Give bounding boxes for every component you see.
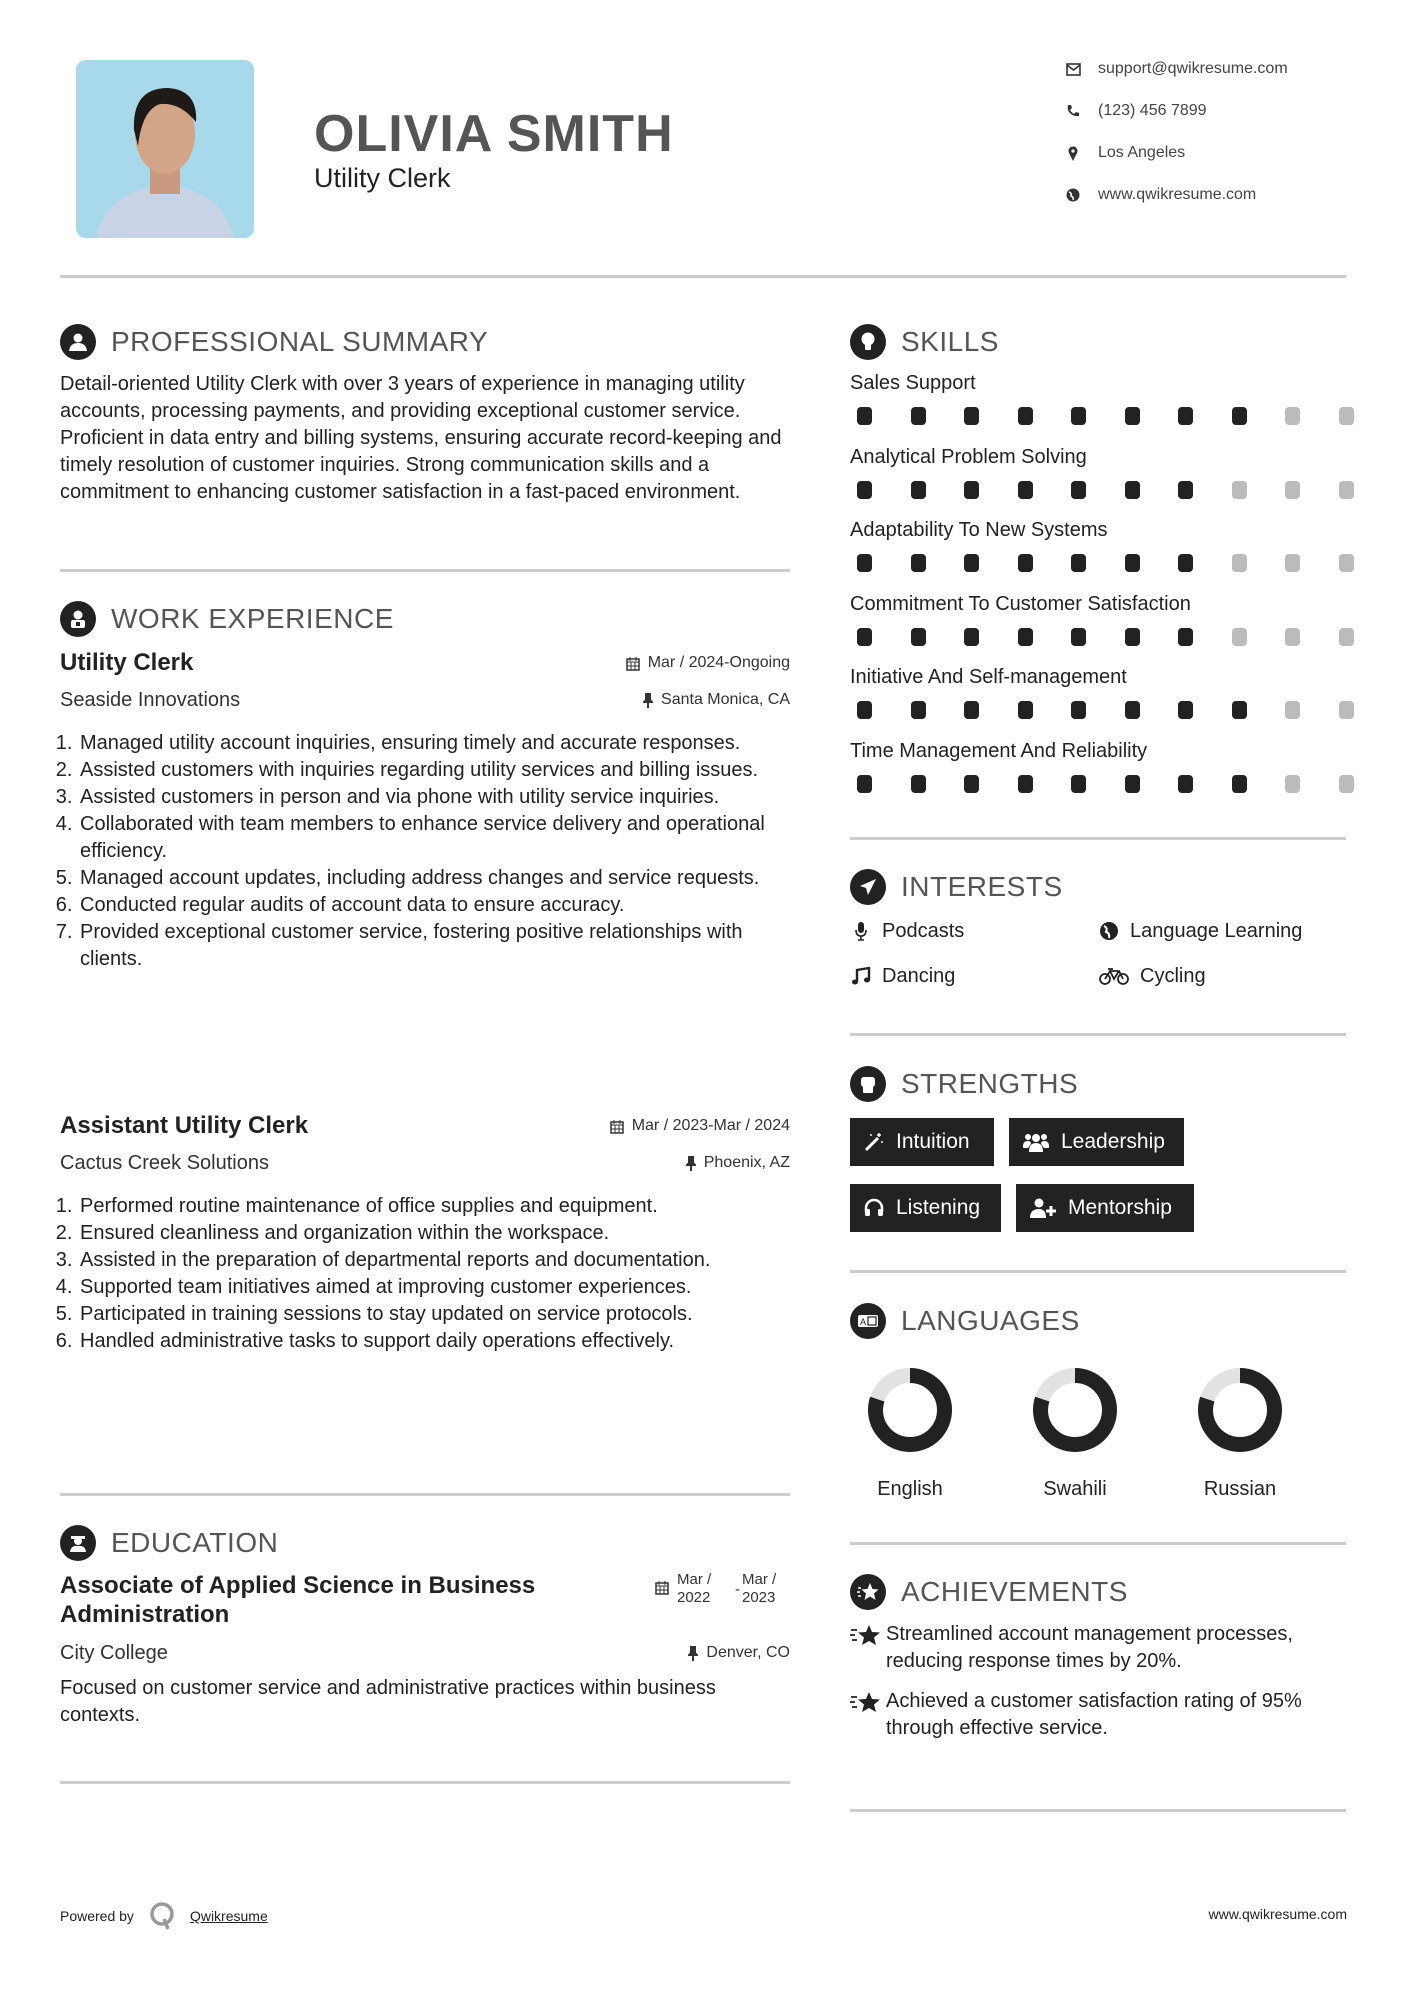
skill-dot-filled [1178, 407, 1193, 425]
star-icon [850, 1688, 886, 1742]
interest-item [850, 961, 955, 991]
duty-item: 4. Collaborated with team members to enhance service delivery and operational efficiency. [78, 811, 790, 865]
profile-photo [76, 60, 254, 238]
briefcase-user-icon [60, 601, 96, 637]
job-date-text: Mar / 2023-Mar / 2024 [631, 1117, 790, 1134]
map-marker-icon [1064, 144, 1082, 162]
interest-item [1098, 961, 1206, 991]
section-divider [850, 1033, 1346, 1036]
skill-dot-filled [1071, 628, 1086, 646]
interest-label: Cycling [1140, 964, 1206, 987]
music-note-icon [850, 966, 872, 986]
skill-dot-filled [911, 407, 926, 425]
skill-dot-empty [1285, 701, 1300, 719]
skill-name: Initiative And Self-management [850, 666, 1127, 688]
skill-dot-empty [1285, 628, 1300, 646]
achievement-item [850, 1688, 1346, 1742]
skill-dot-filled [1071, 481, 1086, 499]
paper-plane-icon [850, 869, 886, 905]
contact-website[interactable] [1064, 183, 1256, 207]
interest-label: Language Learning [1130, 919, 1303, 942]
skill-dot-filled [857, 481, 872, 499]
job-location-text: Santa Monica, CA [661, 691, 790, 708]
skill-dot-filled [1232, 701, 1247, 719]
skill-dot-empty [1232, 481, 1247, 499]
skill-dot-empty [1339, 554, 1354, 572]
skill-item [850, 591, 1346, 646]
globe-icon [1098, 921, 1120, 941]
skill-dot-empty [1339, 407, 1354, 425]
skill-dot-empty [1232, 628, 1247, 646]
skill-dot-empty [1339, 701, 1354, 719]
job-location-text: Phoenix, AZ [703, 1154, 790, 1171]
bicycle-icon [1098, 967, 1130, 985]
job-date [626, 654, 790, 672]
interests-heading [850, 869, 1063, 905]
achievements-heading [850, 1574, 1128, 1610]
skill-dot-filled [857, 775, 872, 793]
graduate-icon [60, 1525, 96, 1561]
language-name: Swahili [1043, 1478, 1107, 1500]
language-item [1015, 1368, 1135, 1501]
duty-item: 2. Assisted customers with inquiries regarding utility services and billing issues. [78, 757, 790, 784]
skill-dot-filled [1071, 407, 1086, 425]
duty-item: 3. Assisted customers in person and via phone with utility service inquiries. [78, 784, 790, 811]
skill-dot-filled [911, 628, 926, 646]
skill-dot-filled [1018, 701, 1033, 719]
contact-phone-text: (123) 456 7899 [1098, 102, 1207, 119]
languages-heading [850, 1303, 1080, 1339]
skill-dot-filled [964, 554, 979, 572]
lightbulb-icon [850, 324, 886, 360]
skill-dot-filled [964, 407, 979, 425]
interest-label: Podcasts [882, 919, 965, 942]
language-item [850, 1368, 970, 1501]
achievements-list [850, 1621, 1346, 1742]
calendar-icon [626, 656, 640, 671]
skill-dot-filled [964, 628, 979, 646]
company-name: Cactus Creek Solutions [60, 1152, 269, 1174]
skill-dot-empty [1339, 481, 1354, 499]
skill-dot-filled [1232, 775, 1247, 793]
users-icon [1023, 1132, 1049, 1152]
job-date [610, 1117, 790, 1135]
contact-phone [1064, 99, 1207, 123]
skill-name: Sales Support [850, 372, 976, 394]
education-date [655, 1571, 790, 1629]
language-name: Russian [1203, 1478, 1277, 1500]
footer-website[interactable]: www.qwikresume.com [1208, 1906, 1347, 1922]
date-end: Mar / 2023 [742, 1571, 777, 1606]
job-location [686, 1154, 790, 1172]
skill-dot-filled [1178, 701, 1193, 719]
interest-item [1098, 916, 1302, 946]
skill-dot-filled [857, 407, 872, 425]
envelope-icon [1064, 60, 1082, 78]
calendar-icon [610, 1119, 624, 1134]
language-donut [1198, 1368, 1282, 1452]
school-name: City College [60, 1642, 168, 1664]
contact-email-text: support@qwikresume.com [1098, 60, 1288, 77]
skill-dot-empty [1339, 628, 1354, 646]
education-heading-text: EDUCATION [111, 1527, 279, 1558]
skill-dot-filled [1125, 775, 1140, 793]
strength-label: Mentorship [1068, 1196, 1172, 1219]
skill-dot-empty [1339, 775, 1354, 793]
skill-rating [850, 701, 1346, 719]
skill-dot-filled [911, 554, 926, 572]
skill-name: Adaptability To New Systems [850, 519, 1108, 541]
skill-dot-filled [1018, 481, 1033, 499]
calendar-icon [655, 1580, 669, 1595]
skill-dot-filled [1232, 407, 1247, 425]
contact-location-text: Los Angeles [1098, 144, 1186, 161]
duty-item: 1. Managed utility account inquiries, ensuring timely and accurate responses. [78, 730, 790, 757]
languages-heading-text: LANGUAGES [901, 1305, 1080, 1336]
duty-item: 2. Ensured cleanliness and organization within the workspace. [78, 1220, 790, 1247]
interest-label: Dancing [882, 964, 956, 987]
interests-heading-text: INTERESTS [901, 871, 1063, 902]
skill-rating [850, 481, 1346, 499]
school-location [688, 1644, 790, 1662]
strength-label: Intuition [896, 1130, 970, 1153]
skill-dot-filled [911, 775, 926, 793]
duty-item: 5. Managed account updates, including address changes and service requests. [78, 865, 790, 892]
skill-dot-filled [1125, 481, 1140, 499]
duty-item: 6. Conducted regular audits of account data to ensure accuracy. [78, 892, 790, 919]
skill-dot-empty [1285, 407, 1300, 425]
user-icon [60, 324, 96, 360]
skill-dot-filled [1018, 407, 1033, 425]
skills-heading [850, 324, 999, 360]
strengths-heading [850, 1066, 1078, 1102]
strengths-heading-text: STRENGTHS [901, 1068, 1079, 1099]
skill-dot-filled [857, 628, 872, 646]
candidate-name: OLIVIA SMITH [314, 105, 674, 163]
work-heading [60, 601, 394, 637]
company-name: Seaside Innovations [60, 689, 241, 711]
skill-dot-filled [911, 481, 926, 499]
education-entry [60, 1571, 790, 1729]
achievement-text: Streamlined account management processes, reducing response times by 20%. [886, 1623, 1293, 1672]
skill-dot-filled [1071, 775, 1086, 793]
star-icon [850, 1621, 886, 1675]
skill-dot-filled [1125, 554, 1140, 572]
skill-dot-empty [1285, 775, 1300, 793]
skill-rating [850, 407, 1346, 425]
language-donut [1033, 1368, 1117, 1452]
skill-dot-filled [1178, 481, 1193, 499]
section-divider [60, 1493, 790, 1496]
user-plus-icon [1030, 1198, 1056, 1218]
skill-item [850, 664, 1346, 719]
job-date-text: Mar / 2024-Ongoing [647, 654, 790, 671]
job-entry [60, 648, 790, 973]
strength-badge [1016, 1184, 1194, 1232]
school-location-text: Denver, CO [706, 1644, 790, 1661]
job-entry [60, 1111, 790, 1355]
language-name: English [877, 1478, 943, 1500]
duty-item: 1. Performed routine maintenance of office supplies and equipment. [78, 1193, 790, 1220]
skill-dot-filled [1071, 701, 1086, 719]
phone-icon [1064, 102, 1082, 120]
duty-item: 7. Provided exceptional customer service, fostering positive relationships with clients. [78, 919, 790, 973]
contact-location [1064, 141, 1185, 165]
strength-badge [1009, 1118, 1184, 1166]
job-location [643, 691, 790, 709]
date-separator: - [735, 1581, 740, 1598]
skill-dot-filled [857, 554, 872, 572]
skill-dot-filled [964, 701, 979, 719]
skill-dot-filled [1125, 407, 1140, 425]
strength-badge [850, 1118, 994, 1166]
duty-item: 6. Handled administrative tasks to support daily operations effectively. [78, 1328, 790, 1355]
skill-dot-filled [1018, 628, 1033, 646]
section-divider [60, 1781, 790, 1784]
skill-dot-filled [1178, 775, 1193, 793]
skill-item [850, 517, 1346, 572]
skill-dot-empty [1285, 554, 1300, 572]
skill-dot-filled [964, 481, 979, 499]
language-donut [868, 1368, 952, 1452]
qwikresume-logo-icon [148, 1901, 178, 1931]
duty-item: 3. Assisted in the preparation of departmental reports and documentation. [78, 1247, 790, 1274]
education-heading [60, 1525, 278, 1561]
education-description: Focused on customer service and administrative practices within business contexts. [60, 1677, 716, 1726]
powered-by-text: Powered by [60, 1908, 134, 1924]
skills-heading-text: SKILLS [901, 326, 999, 357]
skill-dot-filled [1018, 554, 1033, 572]
date-start: Mar / 2022 [677, 1571, 712, 1606]
skill-rating [850, 554, 1346, 572]
job-title: Assistant Utility Clerk [60, 1112, 309, 1139]
section-divider [850, 1809, 1346, 1812]
section-divider [60, 569, 790, 572]
pushpin-icon [686, 1156, 696, 1171]
duty-item: 4. Supported team initiatives aimed at improving customer experiences. [78, 1274, 790, 1301]
skill-dot-filled [857, 701, 872, 719]
skill-dot-filled [1018, 775, 1033, 793]
skill-name: Time Management And Reliability [850, 739, 1148, 762]
duty-item: 5. Participated in training sessions to stay updated on service protocols. [78, 1301, 790, 1328]
skill-item [850, 370, 1346, 425]
achievement-item [850, 1621, 1346, 1675]
degree-title: Associate of Applied Science in Business Administration [60, 1572, 536, 1628]
footer-powered [60, 1901, 268, 1931]
skill-item [850, 444, 1346, 499]
skill-dot-filled [1178, 554, 1193, 572]
svg-text:A: A [860, 1317, 867, 1327]
qwikresume-link[interactable]: Qwikresume [189, 1908, 268, 1924]
job-title: Utility Clerk [60, 649, 194, 676]
microphone-icon [850, 921, 872, 941]
skill-rating [850, 628, 1346, 646]
work-heading-text: WORK EXPERIENCE [111, 603, 394, 634]
strength-badge [850, 1184, 1001, 1232]
summary-text: Detail-oriented Utility Clerk with over 3 years of experience in managing utility accounts, processing payments, and providing exceptional customer service. Proficient in data entry and billing systems, ensuring accurate record-keeping and timely resolution of customer inquiries. Strong communication skills and a commitment to enhancing customer satisfaction in a fast-paced environment. [60, 373, 782, 503]
skill-dot-filled [964, 775, 979, 793]
skill-dot-empty [1232, 554, 1247, 572]
skill-rating [850, 775, 1346, 793]
pushpin-icon [643, 693, 653, 708]
section-divider [850, 1270, 1346, 1273]
interest-item [850, 916, 964, 946]
pushpin-icon [688, 1646, 698, 1661]
language-item [1180, 1368, 1300, 1501]
job-duties [60, 730, 790, 973]
skill-name: Commitment To Customer Satisfaction [850, 592, 1191, 615]
skill-name: Analytical Problem Solving [850, 445, 1087, 468]
skill-dot-filled [911, 701, 926, 719]
job-duties [60, 1193, 790, 1355]
candidate-title: Utility Clerk [314, 163, 451, 193]
strength-label: Leadership [1061, 1130, 1165, 1153]
contact-website-text: www.qwikresume.com [1098, 186, 1257, 203]
contact-email[interactable] [1064, 57, 1288, 81]
skill-dot-empty [1285, 481, 1300, 499]
skill-dot-filled [1071, 554, 1086, 572]
skill-dot-filled [1178, 628, 1193, 646]
achievements-heading-text: ACHIEVEMENTS [901, 1576, 1128, 1607]
summary-heading-text: PROFESSIONAL SUMMARY [111, 326, 489, 357]
headphones-icon [864, 1198, 884, 1218]
summary-heading [60, 324, 488, 360]
achievement-text: Achieved a customer satisfaction rating of 95% through effective service. [886, 1690, 1302, 1739]
header-divider [60, 275, 1346, 278]
translate-icon [850, 1303, 886, 1339]
section-divider [850, 1542, 1346, 1545]
star-icon [850, 1574, 886, 1610]
magic-wand-icon [864, 1132, 884, 1152]
skill-dot-filled [1125, 628, 1140, 646]
globe-icon [1064, 186, 1082, 204]
skill-item [850, 738, 1346, 793]
strength-label: Listening [896, 1196, 981, 1219]
skill-dot-filled [1125, 701, 1140, 719]
section-divider [850, 837, 1346, 840]
raised-fist-icon [850, 1066, 886, 1102]
